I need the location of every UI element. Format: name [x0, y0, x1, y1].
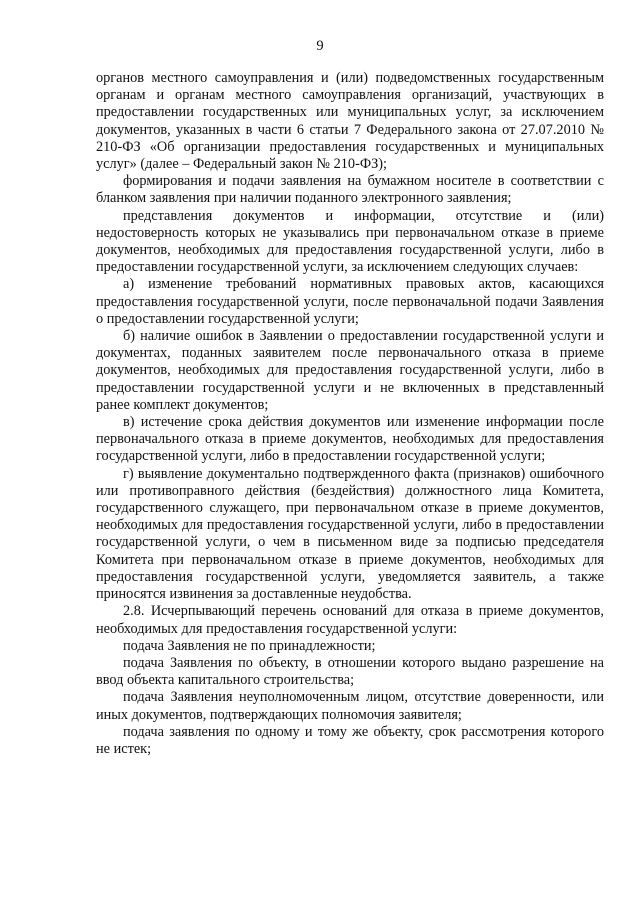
list-item-v: в) истечение срока действия документов или изменение информации после первоначального отказа в приеме документов, необходимых для предоставления государственной услуги, либо в предоставлении государственной услуги; [96, 414, 604, 465]
paragraph-documents-info: представления документов и информации, отсутствие и (или) недостоверность которых не указывались при первоначальном отказе в приеме документов, необходимых для предоставления государственной услуги, либо в предоставлении государственной услуги, за исключением следующих случаев: [96, 207, 604, 276]
refusal-reason-item: подача Заявления неуполномоченным лицом, отсутствие доверенности, или иных документов, подтверждающих полномочия заявителя; [96, 689, 604, 723]
paragraph-continuation: органов местного самоуправления и (или) подведомственных государственным органам и органам местного самоуправления организаций, участвующих в предоставлении государственных или муниципальных услуг, за исключением документов, указанных в части 6 статьи 7 Федерального закона от 27.07.2010 № 210-ФЗ «Об организации предоставления государственных и муниципальных услуг» (далее – Федеральный закон № 210-ФЗ); [96, 70, 604, 173]
page-number: 9 [316, 38, 324, 54]
list-item-a: а) изменение требований нормативных правовых актов, касающихся предоставления государственной услуги, после первоначальной подачи Заявления о предоставлении государственной услуги; [96, 276, 604, 327]
section-2-8-heading: 2.8. Исчерпывающий перечень оснований для отказа в приеме документов, необходимых для предоставления государственной услуги: [96, 603, 604, 637]
refusal-reason-item: подача заявления по одному и тому же объекту, срок рассмотрения которого не истек; [96, 723, 604, 757]
document-body [96, 70, 604, 758]
refusal-reason-item: подача Заявления по объекту, в отношении которого выдано разрешение на ввод объекта капитального строительства; [96, 654, 604, 689]
refusal-reason-item: подача Заявления не по принадлежности; [123, 637, 376, 654]
paragraph-paper-application: формирования и подачи заявления на бумажном носителе в соответствии с бланком заявления при наличии поданного электронного заявления; [96, 173, 604, 207]
list-item-g: г) выявление документально подтвержденного факта (признаков) ошибочного или противоправного действия (бездействия) должностного лица Комитета, государственного служащего, при первоначальном отказе в приеме документов, необходимых для предоставления государственной услуги, либо в предоставлении государственной услуги, о чем в письменном виде за подписью председателя Комитета при первоначальном отказе в приеме документов, необходимых для предоставления государственной услуги, уведомляется заявитель, а также приносятся извинения за доставленные неудобства. [96, 465, 604, 603]
list-item-b: б) наличие ошибок в Заявлении о предоставлении государственной услуги и документах, поданных заявителем после первоначального отказа в приеме документов, необходимых для предоставления государственной услуги, либо в предоставлении государственной услуги и не включенных в представленный ранее комплект документов; [96, 328, 604, 413]
